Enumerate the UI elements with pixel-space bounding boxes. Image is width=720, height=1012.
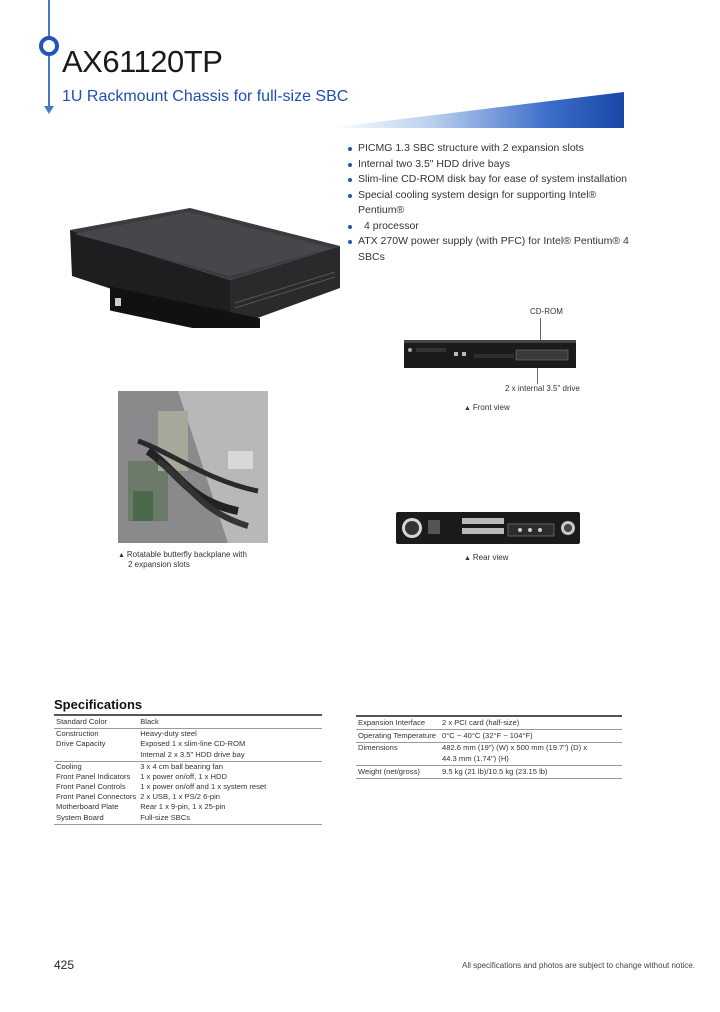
table-row [54,716,322,729]
spec-value: Full-size SBCs [138,812,322,825]
cdrom-label: CD-ROM [530,307,563,316]
chassis-photo [70,208,340,328]
table-row [54,802,322,812]
spec-value: 482.6 mm (19") (W) x 500 mm (19.7") (D) x [442,743,588,752]
spec-table-left [54,716,322,825]
spec-value: 0°C ~ 40°C (32°F ~ 104°F) [440,730,622,743]
table-row [54,729,322,740]
spec-label: Cooling [56,762,82,771]
table-row [356,716,622,730]
table-row [54,749,322,762]
backplane-caption-line2: 2 expansion slots [128,560,190,569]
spec-value: 9.5 kg (21 lb)/10.5 kg (23.15 lb) [440,766,622,779]
table-row [54,782,322,792]
spec-label: Front Panel Indicators [56,772,131,781]
spec-value: 3 x 4 cm ball bearing fan [140,762,223,771]
table-row [54,812,322,825]
table-row [356,730,622,743]
header-banner [328,92,624,128]
backplane-caption-line1: ▲ Rotatable butterfly backplane with [118,550,247,561]
drive-leader-line [537,368,538,384]
feature-item: ATX 270W power supply (with PFC) for Intel® Pentium® 4 SBCs [348,234,638,265]
spec-label: Motherboard Plate [56,802,119,811]
front-view-photo [404,340,576,370]
interior-photo [118,391,268,543]
spec-value: 2 x PCI card (half-size) [440,716,622,730]
page-title: AX61120TP [62,44,223,79]
spec-label: Expansion Interface [356,716,440,730]
spec-value: Heavy-duty steel [140,729,197,738]
table-row [54,739,322,749]
table-row [54,772,322,782]
page-number: 425 [54,958,75,972]
spec-label: Construction [56,729,99,738]
feature-item-continued: 4 processor [348,219,638,235]
internal-drive-label: 2 x internal 3.5" drive [505,384,580,393]
circle-marker-icon [39,36,59,56]
feature-list [348,141,638,265]
spec-label: Weight (net/gross) [356,766,440,779]
spec-label: System Board [54,812,138,825]
specifications-title: Specifications [54,697,143,712]
spec-label: Operating Temperature [356,730,440,743]
table-row [356,743,622,754]
rear-view-photo [396,512,580,544]
rear-view-caption: ▲ Rear view [464,553,508,564]
spec-label: Front Panel Connectors [56,792,137,801]
spec-value: 1 x power on/off, 1 x HDD [140,772,228,781]
spec-value: Internal 2 x 3.5" HDD drive bay [138,749,322,762]
feature-item: Special cooling system design for supporting Intel® Pentium® [348,188,638,219]
footnote: All specifications and photos are subject to change without notice. [462,961,696,970]
table-row [54,762,322,773]
spec-label: Dimensions [358,743,398,752]
table-row [356,766,622,779]
front-view-caption: ▲ Front view [464,403,510,414]
page-subtitle: 1U Rackmount Chassis for full-size SBC [62,88,349,105]
spec-value: 2 x USB, 1 x PS/2 6-pin [140,792,220,801]
feature-item: Slim-line CD-ROM disk bay for ease of system installation [348,172,638,188]
spec-table-right [356,715,622,779]
spec-value: 44.3 mm (1.74") (H) [440,753,622,766]
spec-label: Drive Capacity [56,739,106,748]
feature-item: PICMG 1.3 SBC structure with 2 expansion slots [348,141,638,157]
table-row [54,792,322,802]
arrow-down-icon [44,106,54,114]
spec-value: 1 x power on/off and 1 x system reset [140,782,267,791]
spec-value: Rear 1 x 9-pin, 1 x 25-pin [140,802,226,811]
spec-label: Front Panel Controls [56,782,126,791]
spec-value: Black [138,716,322,729]
spec-value: Exposed 1 x slim-line CD-ROM [140,739,246,748]
feature-item: Internal two 3.5" HDD drive bays [348,157,638,173]
table-row [356,753,622,766]
spec-label: Standard Color [54,716,138,729]
